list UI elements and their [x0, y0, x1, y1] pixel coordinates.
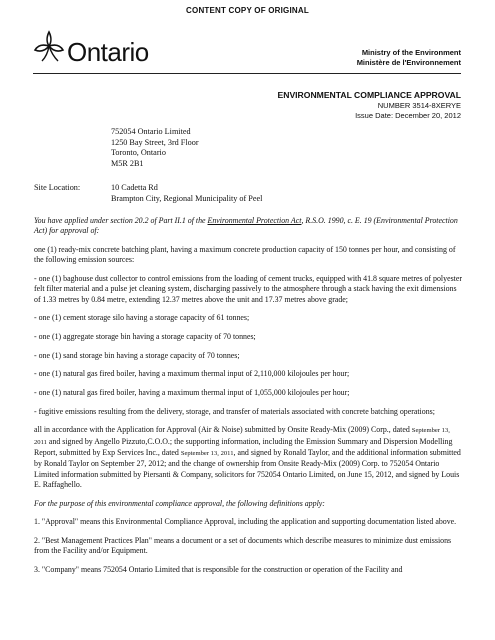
copy-banner: CONTENT COPY OF ORIGINAL [186, 6, 309, 15]
source-item: - one (1) baghouse dust collector to control emissions from the loading of cement trucks, equipped with 41.8 square metres of polyester felt filter material and a pulse jet cleaning system, discharging passively to the atmosphere through a stack having the exit dimensions of 1.33 metres by 0.84 metre, extending 12.37 metres above the unit and 17.37 metres above grade; [34, 273, 462, 304]
approval-header [278, 90, 462, 121]
approval-title: ENVIRONMENTAL COMPLIANCE APPROVAL [277, 90, 461, 100]
definition-item: 2. "Best Management Practices Plan" means a document or a set of documents which describe measures to minimize dust emissions from the Facility and/or Equipment. [34, 535, 452, 556]
accordance-text: , and signed by Ronald Taylor, and the additional information submitted by Ronald Taylor on September 27, 2012; and the change of ownership from Onsite Ready-Mix (2009) Corp. to 752054 Ontario Limited information submitted by Piersanti & Company, solicitors for 752054 Ontario Limited, on June 15, 2012, and signed by Louis E. Raffaghello. [34, 447, 461, 489]
ministry-name [357, 48, 461, 68]
definition-item: 3. "Company" means 752054 Ontario Limited that is responsible for the construction or operation of the Facility and [34, 564, 403, 574]
approval-number: NUMBER 3514-8XERYE [377, 101, 461, 110]
intro-paragraph [34, 216, 462, 237]
site-location [111, 183, 262, 204]
site-location-label: Site Location: [34, 183, 81, 192]
address-line: M5R 2B1 [111, 158, 144, 168]
accordance-paragraph [34, 425, 462, 490]
ministry-french: Ministère de l'Environnement [356, 58, 461, 67]
ministry-english: Ministry of the Environment [361, 48, 461, 57]
intro-text: You have applied under section 20.2 of Part II.1 of the [34, 216, 208, 225]
address-line: 1250 Bay Street, 3rd Floor [111, 137, 199, 147]
issue-date: Issue Date: December 20, 2012 [355, 111, 461, 120]
accordance-text: and signed by Angello Pizzuto,C.O.O.; the supporting information, including the Emission Summary and Dispersion Modelling Report, submitted by Exp Services Inc., dated [34, 436, 453, 457]
source-item: - one (1) natural gas fired boiler, having a maximum thermal input of 2,110,000 kilojoules per hour; [34, 369, 350, 379]
address-line: 752054 Ontario Limited [111, 127, 191, 136]
facility-description: one (1) ready-mix concrete batching plant, having a maximum concrete production capacity of 150 tonnes per hour, and consisting of the following emission sources: [34, 244, 456, 265]
applicant-address [111, 127, 199, 169]
source-item: - one (1) aggregate storage bin having a storage capacity of 70 tonnes; [34, 331, 256, 341]
header-divider [33, 73, 461, 74]
accordance-text: all in accordance with the Application for Approval (Air & Noise) submitted by Onsite Ready-Mix (2009) Corp., dated [34, 425, 412, 435]
date-text: September 13, 2011 [34, 427, 450, 446]
date-text: September 13, 2011 [180, 449, 234, 457]
source-item: - one (1) sand storage bin having a storage capacity of 70 tonnes; [34, 350, 240, 360]
ontario-logo [33, 30, 149, 70]
act-link[interactable]: Environmental Protection Act [207, 216, 302, 225]
logo-wordmark: Ontario [67, 37, 149, 67]
intro-text-end: , R.S.O. 1990, c. E. 19 (Environmental Protection Act) for approval of: [34, 216, 458, 236]
trillium-icon [33, 30, 65, 64]
site-line: Brampton City, Regional Municipality of Peel [111, 193, 263, 203]
definitions-intro: For the purpose of this environmental compliance approval, the following definitions apply: [34, 498, 325, 508]
document-body [34, 216, 462, 584]
address-line: Toronto, Ontario [111, 148, 166, 158]
source-item: - fugitive emissions resulting from the delivery, storage, and transfer of materials associated with concrete batching operations; [34, 406, 435, 416]
site-line: 10 Cadetta Rd [111, 183, 158, 192]
source-item: - one (1) cement storage silo having a storage capacity of 61 tonnes; [34, 313, 250, 323]
source-item: - one (1) natural gas fired boiler, having a maximum thermal input of 1,055,000 kilojoules per hour; [34, 388, 350, 397]
definition-item: 1. "Approval" means this Environmental Compliance Approval, including the application and supporting documentation listed above. [34, 517, 457, 527]
